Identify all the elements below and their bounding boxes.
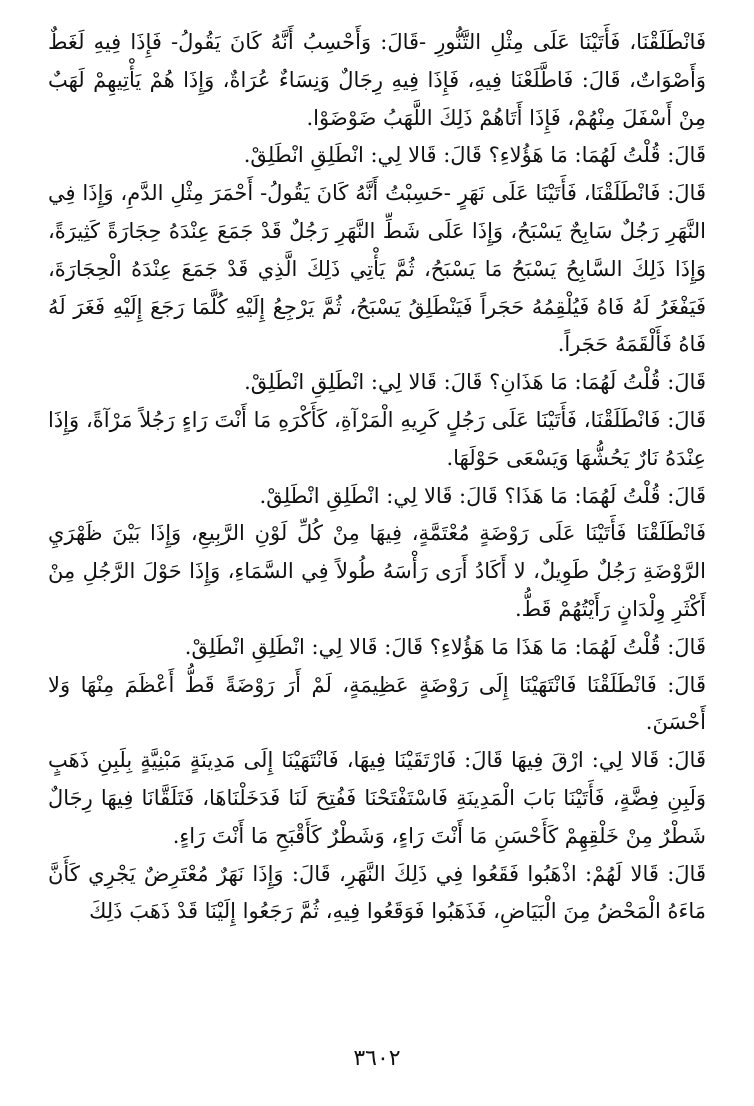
paragraph-question-1: قَالَ: قُلْتُ لَهُمَا: مَا هَؤُلاءِ؟ قَالَ: قَالا لِي: انْطَلِقِ انْطَلِقْ. bbox=[243, 143, 706, 168]
paragraph-question-4: قَالَ: قُلْتُ لَهُمَا: مَا هَذَا مَا هَؤُلاءِ؟ قَالَ: قَالا لِي: انْطَلِقِ انْطَلِقْ. bbox=[184, 634, 706, 659]
paragraph-oven-vision: فَانْطَلَقْنَا، فَأَتَيْنَا عَلَى مِثْلِ التَّنُّورِ -قَالَ: وَأَحْسِبُ أَنَّهُ كَانَ يَقُولُ- فَإِذَا فِيهِ لَغَطٌ وَأَصْوَاتٌ، قَالَ: فَاطَّلَعْنَا فِيهِ، فَإِذَا فِيهِ رِجَالٌ وَنِسَاءٌ عُرَاةٌ، وَإِذَا هُمْ يَأْتِيهِمْ لَهَبٌ مِنْ أَسْفَلَ مِنْهُمْ، فَإِذَا أَتَاهُمْ ذَلِكَ اللَّهَبُ ضَوْضَوْا. bbox=[48, 30, 706, 130]
page-number: ٣٦٠٢ bbox=[353, 1046, 401, 1071]
page-body bbox=[48, 24, 706, 931]
paragraph-question-3: قَالَ: قُلْتُ لَهُمَا: مَا هَذَا؟ قَالَ: قَالا لِي: انْطَلِقِ انْطَلِقْ. bbox=[259, 483, 706, 508]
paragraph-fire-vision: قَالَ: فَانْطَلَقْنَا، فَأَتَيْنَا عَلَى رَجُلٍ كَرِيهِ الْمَرْآةِ، كَأَكْرَهِ مَا أَنْتَ رَاءٍ رَجُلاً مَرْآةً، وَإِذَا عِنْدَهُ نَارٌ يَحُشُّهَا وَيَسْعَى حَوْلَهَا. bbox=[48, 407, 706, 470]
paragraph-question-2: قَالَ: قُلْتُ لَهُمَا: مَا هَذَانِ؟ قَالَ: قَالا لِي: انْطَلِقِ انْطَلِقْ. bbox=[244, 370, 706, 395]
paragraph-great-garden: قَالَ: فَانْطَلَقْنَا فَانْتَهَيْنَا إِلَى رَوْضَةٍ عَظِيمَةٍ، لَمْ أَرَ رَوْضَةً قَطُّ أَعْظَمَ مِنْهَا وَلا أَحْسَنَ. bbox=[48, 672, 706, 735]
paragraph-river-of-milk: قَالَ: قَالا لَهُمْ: اذْهَبُوا فَقَعُوا فِي ذَلِكَ النَّهَرِ، قَالَ: وَإِذَا نَهَرٌ مُعْتَرِضٌ يَجْرِي كَأَنَّ مَاءَهُ الْمَحْضُ مِنَ الْبَيَاضِ، فَذَهَبُوا فَوَقَعُوا فِيهِ، ثُمَّ رَجَعُوا إِلَيْنَا قَدْ ذَهَبَ ذَلِكَ bbox=[48, 861, 706, 924]
paragraph-garden-vision: فَانْطَلَقْنَا فَأَتَيْنَا عَلَى رَوْضَةٍ مُعْتَمَّةٍ، فِيهَا مِنْ كُلِّ لَوْنِ الرَّبِيعِ، وَإِذَا بَيْنَ ظَهْرَيِ الرَّوْضَةِ رَجُلٌ طَوِيلٌ، لا أَكَادُ أَرَى رَأْسَهُ طُولاً فِي السَّمَاءِ، وَإِذَا حَوْلَ الرَّجُلِ مِنْ أَكْثَرِ وِلْدَانٍ رَأَيْتُهُمْ قَطُّ. bbox=[48, 521, 706, 621]
paragraph-city-vision: قَالَ: قَالا لِي: ارْقَ فِيهَا قَالَ: فَارْتَقَيْنَا فِيهَا، فَانْتَهَيْنَا إِلَى مَدِينَةٍ مَبْنِيَّةٍ بِلَبِنِ ذَهَبٍ وَلَبِنِ فِضَّةٍ، فَأَتَيْنَا بَابَ الْمَدِينَةِ فَاسْتَفْتَحْنَا فَفُتِحَ لَنَا فَدَخَلْنَاهَا، فَتَلَقَّانَا فِيهَا رِجَالٌ شَطْرٌ مِنْ خَلْقِهِمْ كَأَحْسَنِ مَا أَنْتَ رَاءٍ، وَشَطْرٌ كَأَقْبَحِ مَا أَنْتَ رَاءٍ. bbox=[48, 748, 706, 848]
paragraph-river-vision: قَالَ: فَانْطَلَقْنَا، فَأَتَيْنَا عَلَى نَهَرٍ -حَسِبْتُ أَنَّهُ كَانَ يَقُولُ- أَحْمَرَ مِثْلِ الدَّمِ، وَإِذَا فِي النَّهَرِ رَجُلٌ سَابِحٌ يَسْبَحُ، وَإِذَا عَلَى شَطِّ النَّهَرِ رَجُلٌ قَدْ جَمَعَ عِنْدَهُ حِجَارَةً كَثِيرَةً، وَإِذَا ذَلِكَ السَّابِحُ يَسْبَحُ مَا يَسْبَحُ، ثُمَّ يَأْتِي ذَلِكَ الَّذِي قَدْ جَمَعَ عِنْدَهُ الْحِجَارَةَ، فَيَفْغَرُ لَهُ فَاهُ فَيُلْقِمُهُ حَجَراً فَيَنْطَلِقُ يَسْبَحُ، ثُمَّ يَرْجِعُ إِلَيْهِ كُلَّمَا رَجَعَ إِلَيْهِ فَغَرَ لَهُ فَاهُ فَأَلْقَمَهُ حَجَراً. bbox=[48, 181, 706, 357]
